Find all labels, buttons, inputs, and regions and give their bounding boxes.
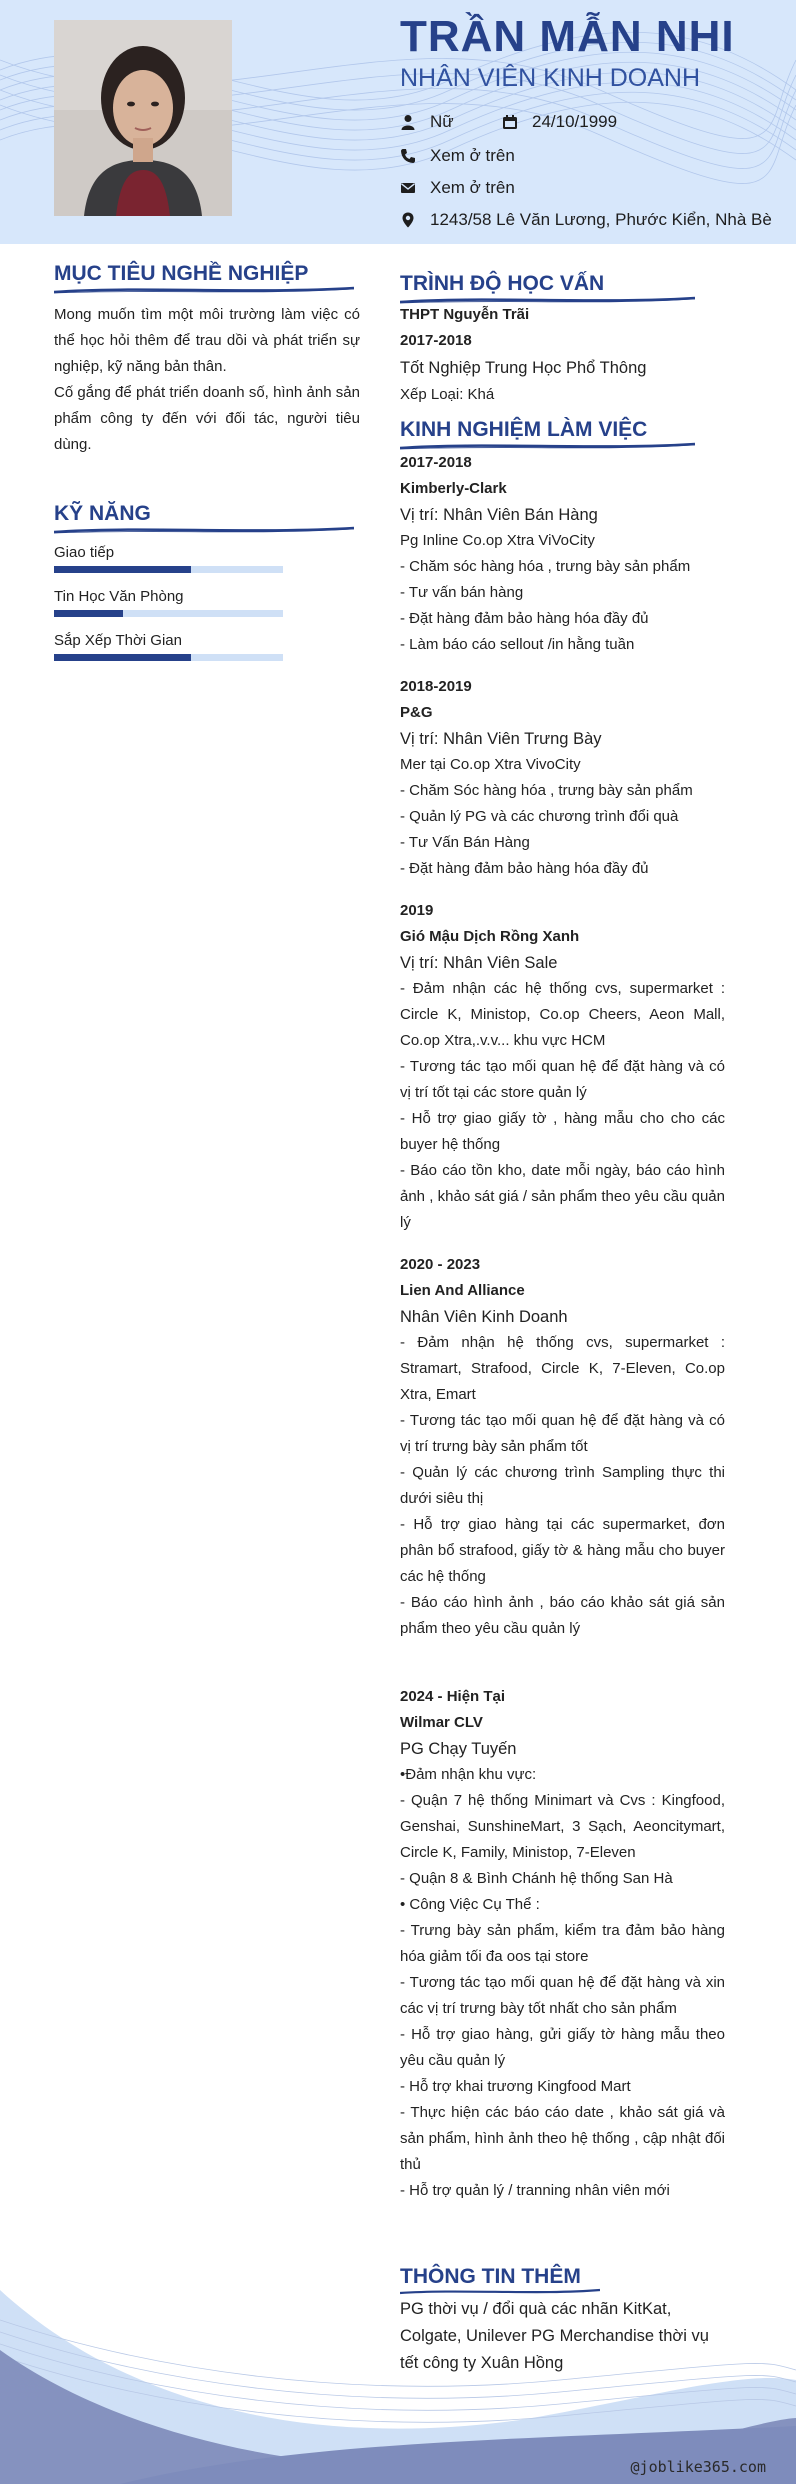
skill-label: Tin Học Văn Phòng (54, 588, 184, 605)
job-duty: - Quản lý các chương trình Sampling thực thi dưới siêu thị (400, 1464, 725, 1507)
job-duty: - Quận 7 hệ thống Minimart và Cvs : Kingfood, Genshai, SunshineMart, 3 Sạch, Aeoncitymart, Circle K, Family, Ministop, 7-Eleven (400, 1792, 725, 1861)
objective-text (54, 302, 360, 458)
job-company: Gió Mậu Dịch Rồng Xanh (400, 928, 580, 945)
objective-underline (54, 284, 354, 296)
experience-item (400, 450, 725, 658)
job-duty: - Hỗ trợ khai trương Kingfood Mart (400, 2078, 631, 2095)
profile-photo (54, 20, 232, 216)
education-grade: Xếp Loại: Khá (400, 386, 495, 403)
job-company: Lien And Alliance (400, 1282, 525, 1299)
job-duty: - Hỗ trợ giao giấy tờ , hàng mẫu cho cho các buyer hệ thống (400, 1110, 725, 1153)
job-duty: - Trưng bày sản phẩm, kiểm tra đảm bảo hàng hóa giảm tối đa oos tại store (400, 1922, 725, 1965)
job-position: PG Chạy Tuyến (400, 1740, 517, 1758)
job-duty: - Chăm Sóc hàng hóa , trưng bày sản phẩm (400, 782, 693, 799)
job-company: Wilmar CLV (400, 1714, 483, 1731)
job-period: 2018-2019 (400, 678, 472, 695)
job-period: 2017-2018 (400, 454, 472, 471)
location-pin-icon (400, 212, 416, 228)
job-duty: - Báo cáo tồn kho, date mỗi ngày, báo cáo hình ảnh , khảo sát giá / sản phẩm theo yêu cầu quản lý (400, 1162, 725, 1231)
job-duty: • Công Việc Cụ Thể : (400, 1896, 540, 1913)
calendar-icon (502, 114, 518, 130)
job-company: Kimberly-Clark (400, 480, 507, 497)
skill-label: Sắp Xếp Thời Gian (54, 632, 182, 649)
experience-list (400, 450, 725, 2220)
job-duty: Mer tại Co.op Xtra VivoCity (400, 756, 581, 773)
job-position: Vị trí: Nhân Viên Trưng Bày (400, 730, 602, 748)
job-duty: - Đảm nhận các hệ thống cvs, supermarket : Circle K, Ministop, Co.op Cheers, Aeon Mall, Co.op Xtra,.v.v... khu vực HCM (400, 980, 725, 1049)
candidate-name: TRẦN MẪN NHI (400, 12, 735, 61)
extra-info-text: PG thời vụ / đổi quà các nhãn KitKat, Colgate, Unilever PG Merchandise thời vụ tết công ty Xuân Hồng (400, 2300, 709, 2372)
job-position: Nhân Viên Kinh Doanh (400, 1308, 568, 1326)
education-degree: Tốt Nghiệp Trung Học Phổ Thông (400, 359, 647, 377)
objective-paragraph: Cố gắng để phát triển doanh số, hình ảnh sản phẩm công ty đến với đối tác, người tiêu dùng. (54, 384, 360, 453)
job-duty: - Làm báo cáo sellout /in hằng tuần (400, 636, 635, 653)
job-duty: - Thực hiện các báo cáo date , khảo sát giá và sản phẩm, hình ảnh theo hệ thống , cập nhật đối thủ (400, 2104, 725, 2173)
job-duty: - Hỗ trợ giao hàng, gửi giấy tờ hàng mẫu theo yêu cầu quản lý (400, 2026, 725, 2069)
experience-title: KINH NGHIỆM LÀM VIỆC (400, 418, 648, 441)
job-duty: - Quản lý PG và các chương trình đổi quà (400, 808, 679, 825)
objective-paragraph: Mong muốn tìm một môi trường làm việc có thể học hỏi thêm để trau dồi và phát triển sự nghiệp, kỹ năng bản thân. (54, 306, 360, 375)
extra-info-title: THÔNG TIN THÊM (400, 2265, 581, 2288)
skill-bar (54, 610, 283, 617)
header-band (0, 0, 796, 244)
skill-bar (54, 566, 283, 573)
skills-title: KỸ NĂNG (54, 502, 151, 525)
address-value: 1243/58 Lê Văn Lương, Phước Kiển, Nhà Bè (430, 210, 772, 229)
education-title: TRÌNH ĐỘ HỌC VẤN (400, 272, 605, 295)
job-duty: - Tương tác tạo mối quan hệ để đặt hàng và có vị trí tốt tại các store quản lý (400, 1058, 725, 1101)
phone-icon (400, 148, 416, 164)
email-row (400, 178, 515, 198)
skill-bar-fill (54, 610, 123, 617)
candidate-role: NHÂN VIÊN KINH DOANH (400, 64, 701, 92)
job-duty: - Quận 8 & Bình Chánh hệ thống San Hà (400, 1870, 673, 1887)
job-period: 2020 - 2023 (400, 1256, 481, 1273)
phone-value: Xem ở trên (430, 146, 515, 165)
job-company: P&G (400, 704, 433, 721)
dob-value: 24/10/1999 (532, 112, 618, 131)
job-duty: - Hỗ trợ quản lý / tranning nhân viên mới (400, 2182, 670, 2199)
address-row (400, 210, 772, 230)
envelope-icon (400, 180, 416, 196)
job-duty: - Đảm nhận hệ thống cvs, supermarket : Stramart, Strafood, Circle K, 7-Eleven, Co.op Xtra, Emart (400, 1334, 725, 1403)
watermark: @joblike365.com (630, 2458, 766, 2476)
experience-item (400, 674, 725, 882)
person-icon (400, 114, 416, 130)
job-duty: - Báo cáo hình ảnh , báo cáo khảo sát giá sản phẩm theo yêu cầu quản lý (400, 1594, 725, 1637)
dob-row (502, 112, 617, 132)
job-period: 2024 - Hiện Tại (400, 1688, 506, 1705)
experience-item (400, 1252, 725, 1642)
job-duty: - Tư vấn bán hàng (400, 584, 524, 601)
skill-label: Giao tiếp (54, 544, 115, 561)
job-duty: - Tương tác tạo mối quan hệ để đặt hàng và xin các vị trí trưng bày tốt nhất cho sản phẩm (400, 1974, 725, 2017)
education-block (400, 302, 725, 408)
phone-row (400, 146, 515, 166)
job-duty: - Tư Vấn Bán Hàng (400, 834, 530, 851)
gender-value: Nữ (430, 112, 454, 131)
job-period: 2019 (400, 902, 434, 919)
job-duty: Pg Inline Co.op Xtra ViVoCity (400, 532, 595, 549)
gender-row (400, 112, 454, 132)
objective-title: MỤC TIÊU NGHỀ NGHIỆP (54, 262, 309, 285)
education-years: 2017-2018 (400, 332, 472, 349)
job-duty: - Hỗ trợ giao hàng tại các supermarket, đơn phân bổ strafood, giấy tờ & hàng mẫu cho buyer các hệ thống (400, 1516, 725, 1585)
job-duty: - Chăm sóc hàng hóa , trưng bày sản phẩm (400, 558, 691, 575)
job-duty: - Đặt hàng đảm bảo hàng hóa đầy đủ (400, 610, 649, 627)
job-duty: •Đảm nhận khu vực: (400, 1766, 537, 1783)
job-duty: - Đặt hàng đảm bảo hàng hóa đầy đủ (400, 860, 649, 877)
skill-bar (54, 654, 283, 661)
skills-underline (54, 524, 354, 536)
job-position: Vị trí: Nhân Viên Bán Hàng (400, 506, 598, 524)
skill-bar-fill (54, 566, 191, 573)
education-school: THPT Nguyễn Trãi (400, 306, 530, 323)
job-duty: - Tương tác tạo mối quan hệ để đặt hàng và có vị trí trưng bày sản phẩm tốt (400, 1412, 725, 1455)
skill-bar-fill (54, 654, 191, 661)
experience-item (400, 898, 725, 1236)
experience-item (400, 1684, 725, 2204)
email-value: Xem ở trên (430, 178, 515, 197)
job-position: Vị trí: Nhân Viên Sale (400, 954, 558, 972)
